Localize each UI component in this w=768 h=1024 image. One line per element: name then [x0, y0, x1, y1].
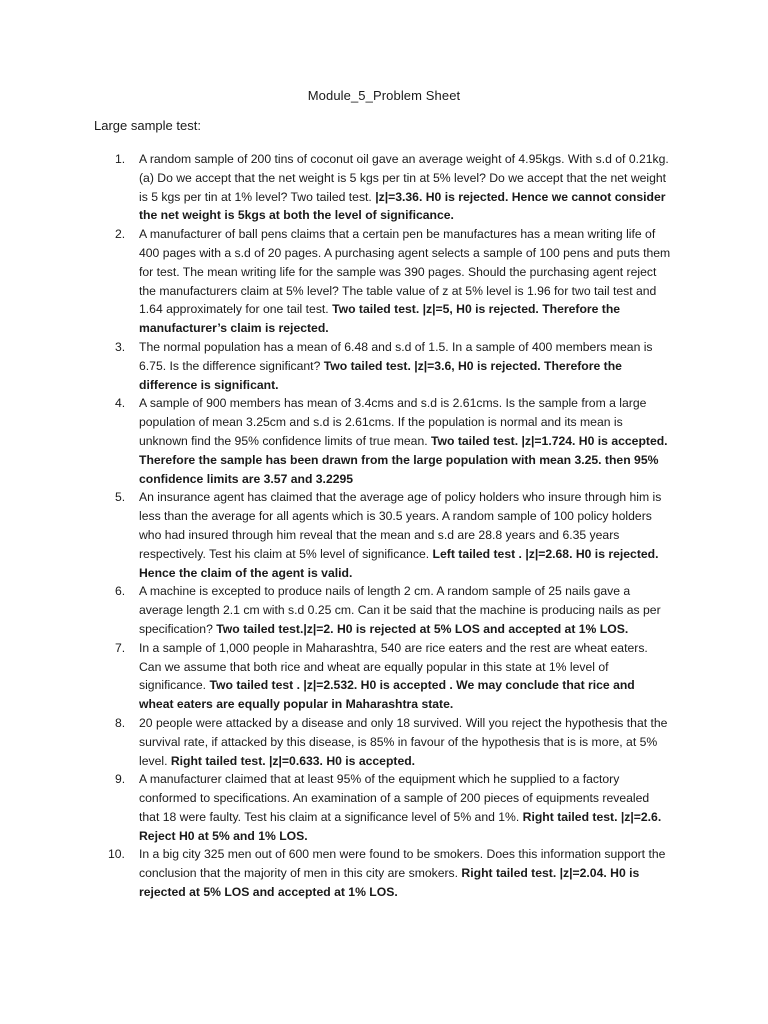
problem-item: [0, 770, 672, 845]
problem-question: 20 people were attacked by a disease and only 18 survived. Will you reject the hypothesis that the survival rate, if attacked by this disease, is 85% in favour of the hypothesis that is is more, at 5% level.: [139, 715, 668, 768]
problem-answer: Two tailed test. |z|=1.724. H0 is accepted. Therefore the sample has been drawn from the large population with mean 3.25. then 95% confidence limits are 3.57 and 3.2295: [139, 433, 668, 486]
problem-item: [0, 488, 672, 582]
problem-question: A manufacturer of ball pens claims that a certain pen be manufactures has a mean writing life of 400 pages with a s.d of 20 pages. A purchasing agent selects a sample of 100 pens and puts them for test. The mean writing life for the sample was 390 pages. Should the purchasing agent reject the manufacturers claim at 5% level? The table value of z at 5% level is 1.96 for two tail test and 1.64 approximately for one tail test.: [139, 227, 671, 317]
problem-item: [0, 394, 672, 488]
section-heading: Large sample test:: [94, 118, 201, 133]
problem-question: A sample of 900 members has mean of 3.4cms and s.d is 2.61cms. Is the sample from a large population of mean 3.25cm and s.d is 2.61cms. If the population is normal and its mean is unknown find the 95% confidence limits of true mean.: [139, 396, 647, 448]
problem-number: 10.: [108, 847, 125, 862]
problem-item: [0, 150, 672, 225]
problem-item: [0, 639, 672, 714]
problem-answer: Right tailed test. |z|=0.633. H0 is accepted.: [167, 753, 416, 768]
problem-number: 2.: [115, 227, 126, 242]
problem-item: [0, 338, 672, 394]
problem-answer: Two tailed test . |z|=2.532. H0 is accepted . We may conclude that rice and wheat eaters are equally popular in Maharashtra state.: [139, 678, 635, 712]
problem-item: [0, 225, 672, 338]
problem-item: [0, 714, 672, 770]
problem-answer: Two tailed test. |z|=3.6, H0 is rejected. Therefore the difference is significant.: [139, 358, 622, 392]
problem-question: A machine is excepted to produce nails of length 2 cm. A random sample of 25 nails gave a average length 2.1 cm with s.d 0.25 cm. Can it be said that the machine is producing nails as per specification?: [139, 584, 661, 636]
problem-number: 6.: [115, 584, 126, 599]
problem-answer: Right tailed test. |z|=2.04. H0 is rejected at 5% LOS and accepted at 1% LOS.: [139, 866, 640, 900]
problem-item: [0, 845, 672, 901]
problem-answer: Two tailed test. |z|=5, H0 is rejected. Therefore the manufacturer’s claim is rejected.: [139, 302, 621, 336]
page-title: Module_5_Problem Sheet: [307, 88, 461, 103]
problem-number: 4.: [115, 396, 126, 411]
problem-number: 7.: [115, 640, 126, 655]
problem-question: The normal population has a mean of 6.48 and s.d of 1.5. In a sample of 400 members mean is 6.75. Is the difference significant?: [139, 339, 653, 373]
problem-question: A manufacturer claimed that at least 95% of the equipment which he supplied to a factory conformed to specifications. An examination of a sample of 200 pieces of equipments revealed that 18 were faulty. Test his claim at a significance level of 5% and 1%.: [139, 772, 650, 824]
problem-number: 8.: [115, 715, 126, 730]
problem-number: 1.: [115, 152, 126, 166]
problem-answer: Two tailed test.|z|=2. H0 is rejected at 5% LOS and accepted at 1% LOS.: [212, 621, 629, 636]
problem-answer: Left tailed test . |z|=2.68. H0 is rejected. Hence the claim of the agent is valid.: [139, 546, 659, 580]
problem-number: 3.: [115, 339, 126, 354]
problem-question: In a sample of 1,000 people in Maharashtra, 540 are rice eaters and the rest are wheat eaters. Can we assume that both rice and wheat are equally popular in this state at 1% level of significance.: [139, 640, 648, 693]
problem-list: [0, 150, 768, 902]
problem-answer: |z|=3.36. H0 is rejected. Hence we cannot consider the net weight is 5kgs at both the level of significance.: [139, 189, 666, 223]
problem-question: An insurance agent has claimed that the average age of policy holders who insure through him is less than the average for all agents which is 30.5 years. A random sample of 100 policy holders who had insured through him reveal that the mean and s.d are 28.8 years and 6.35 years respectively. Test his claim at 5% level of significance.: [139, 490, 662, 561]
problem-number: 5.: [115, 490, 126, 505]
problem-number: 9.: [115, 772, 126, 787]
problem-item: [0, 582, 672, 638]
problem-question: In a big city 325 men out of 600 men were found to be smokers. Does this information support the conclusion that the majority of men in this city are smokers.: [139, 847, 666, 881]
problem-answer: Right tailed test. |z|=2.6. Reject H0 at 5% and 1% LOS.: [139, 809, 662, 843]
problem-question: A random sample of 200 tins of coconut oil gave an average weight of 4.95kgs. With s.d of 0.21kg. (a) Do we accept that the net weight is 5 kgs per tin at 5% level? Do we accept that the net weight is 5 kgs per tin at 1% level? Two tailed test.: [139, 152, 669, 204]
